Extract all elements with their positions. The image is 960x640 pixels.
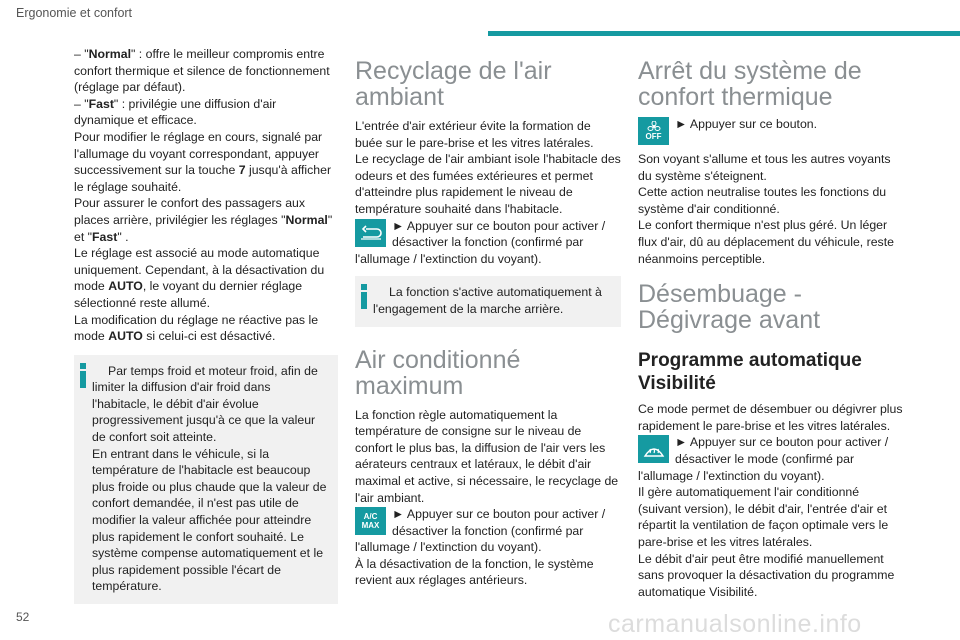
running-header: Ergonomie et confort [16,6,133,20]
option-normal: – "Normal" : offre le meilleur compromis entre confort thermique et silence de fonctionnement (réglage par défaut). [74,47,330,95]
info-icon [80,363,87,388]
heading-programme-visibilite: Programme automatique Visibilité [638,350,862,395]
info-icon [361,284,368,309]
page-number: 52 [16,610,30,624]
note-text-1: Par temps froid et moteur froid, afin de limiter la diffusion d'air froid dans l'habitacle, le débit d'air évolue progressivement jusqu'à ce que la valeur de confort soit atteinte. [92,363,318,445]
windshield-defrost-icon [638,435,669,463]
off-paragraph-1: Son voyant s'allume et tous les autres voyants du système s'éteignent. [638,152,891,183]
off-paragraph-2: Cette action neutralise toutes les fonctions du système d'air conditionné. [638,185,887,216]
heading-air-conditionne: Air conditionné maximum [355,345,521,400]
column-1 [74,46,338,604]
ac-paragraph-2: À la désactivation de la fonction, le système revient aux réglages antérieurs. [355,556,594,588]
header-accent-bar [488,31,960,36]
option-fast: – "Fast" : privilégie une diffusion d'air dynamique et efficace. [74,96,277,128]
off-step: OFF ► Appuyer sur ce bouton. [638,116,904,145]
comfort-paragraph: Pour assurer le confort des passagers aux places arrière, privilégier les réglages "Normal" et "Fast" . [74,196,333,244]
column-3 [638,46,904,600]
fan-off-icon: OFF [638,117,669,145]
column-2 [355,46,621,589]
prog-paragraph-1: Ce mode permet de désembuer ou dégivrer plus rapidement le pare-brise et les vitres latérales. [638,402,903,433]
modify-paragraph: Pour modifier le réglage en cours, signalé par l'allumage du voyant correspondant, appuyer successivement sur la touche 7 jusqu'à afficher le réglage souhaité. [74,129,332,194]
note-text: La fonction s'active automatiquement à l'engagement de la marche arrière. [373,285,602,316]
prog-step: ► Appuyer sur ce bouton pour activer / désactiver le mode (confirmé par l'allumage / l'extinction du voyant). [638,435,889,483]
auto-paragraph: Le réglage est associé au mode automatique uniquement. Cependant, à la désactivation du mode AUTO, le voyant du dernier réglage sélectionné reste allumé. [74,246,325,310]
info-note-reverse [355,276,621,326]
heading-desembuage: Désembuage - Dégivrage avant [638,280,821,335]
air-recirculation-icon [355,219,386,247]
watermark: carmanualsonline.info [608,610,862,638]
note-text-2: En entrant dans le véhicule, si la température de l'habitacle est beaucoup plus froide ou plus chaude que la valeur de confort demandée, il n'est pas utile de modifier la valeur affichée pour atteindre plus rapidement le confort souhaité. Le système compense automatiquement et le plus rapidement possible l'écart de température. [92,446,327,594]
recycle-step: ► Appuyer sur ce bouton pour activer / désactiver la fonction (confirmé par l'allumage / l'extinction du voyant). [355,218,606,266]
info-note-cold [74,355,338,604]
recycle-paragraph-1: L'entrée d'air extérieur évite la formation de buée sur le pare-brise et les vitres latérales. [355,119,594,150]
ac-step: A/C MAX ► Appuyer sur ce bouton pour activer / désactiver la fonction (confirmé par l'allumage / l'extinction du voyant). [355,507,606,555]
ac-max-icon: A/C MAX [355,507,386,535]
recycle-paragraph-2: Le recyclage de l'air ambiant isole l'habitacle des odeurs et des fumées extérieures et permet d'atteindre plus rapidement le niveau de température souhaité dans l'habitacle. [355,152,621,216]
prog-paragraph-2: Il gère automatiquement l'air conditionné (suivant version), le débit d'air, l'entrée d'air et répartit la ventilation de façon optimale vers le pare-brise et les vitres latérales. [638,485,889,549]
off-paragraph-3: Le confort thermique n'est plus géré. Un léger flux d'air, dû au déplacement du véhicule, reste néanmoins perceptible. [638,218,894,266]
heading-arret: Arrêt du système de confort thermique [638,57,862,111]
auto-paragraph-2: La modification du réglage ne réactive pas le mode AUTO si celui-ci est désactivé. [74,312,319,344]
prog-paragraph-3: Le débit d'air peut être modifié manuellement sans provoquer la désactivation du programme automatique Visibilité. [638,551,895,599]
heading-recyclage: Recyclage de l'air ambiant [355,57,552,111]
ac-paragraph-1: La fonction règle automatiquement la température de consigne sur le niveau de confort le plus bas, la diffusion de l'air vers les aérateurs centraux et latéraux, le débit d'air maximal et active, si nécessaire, le recyclage de l'air ambiant. [355,407,619,505]
